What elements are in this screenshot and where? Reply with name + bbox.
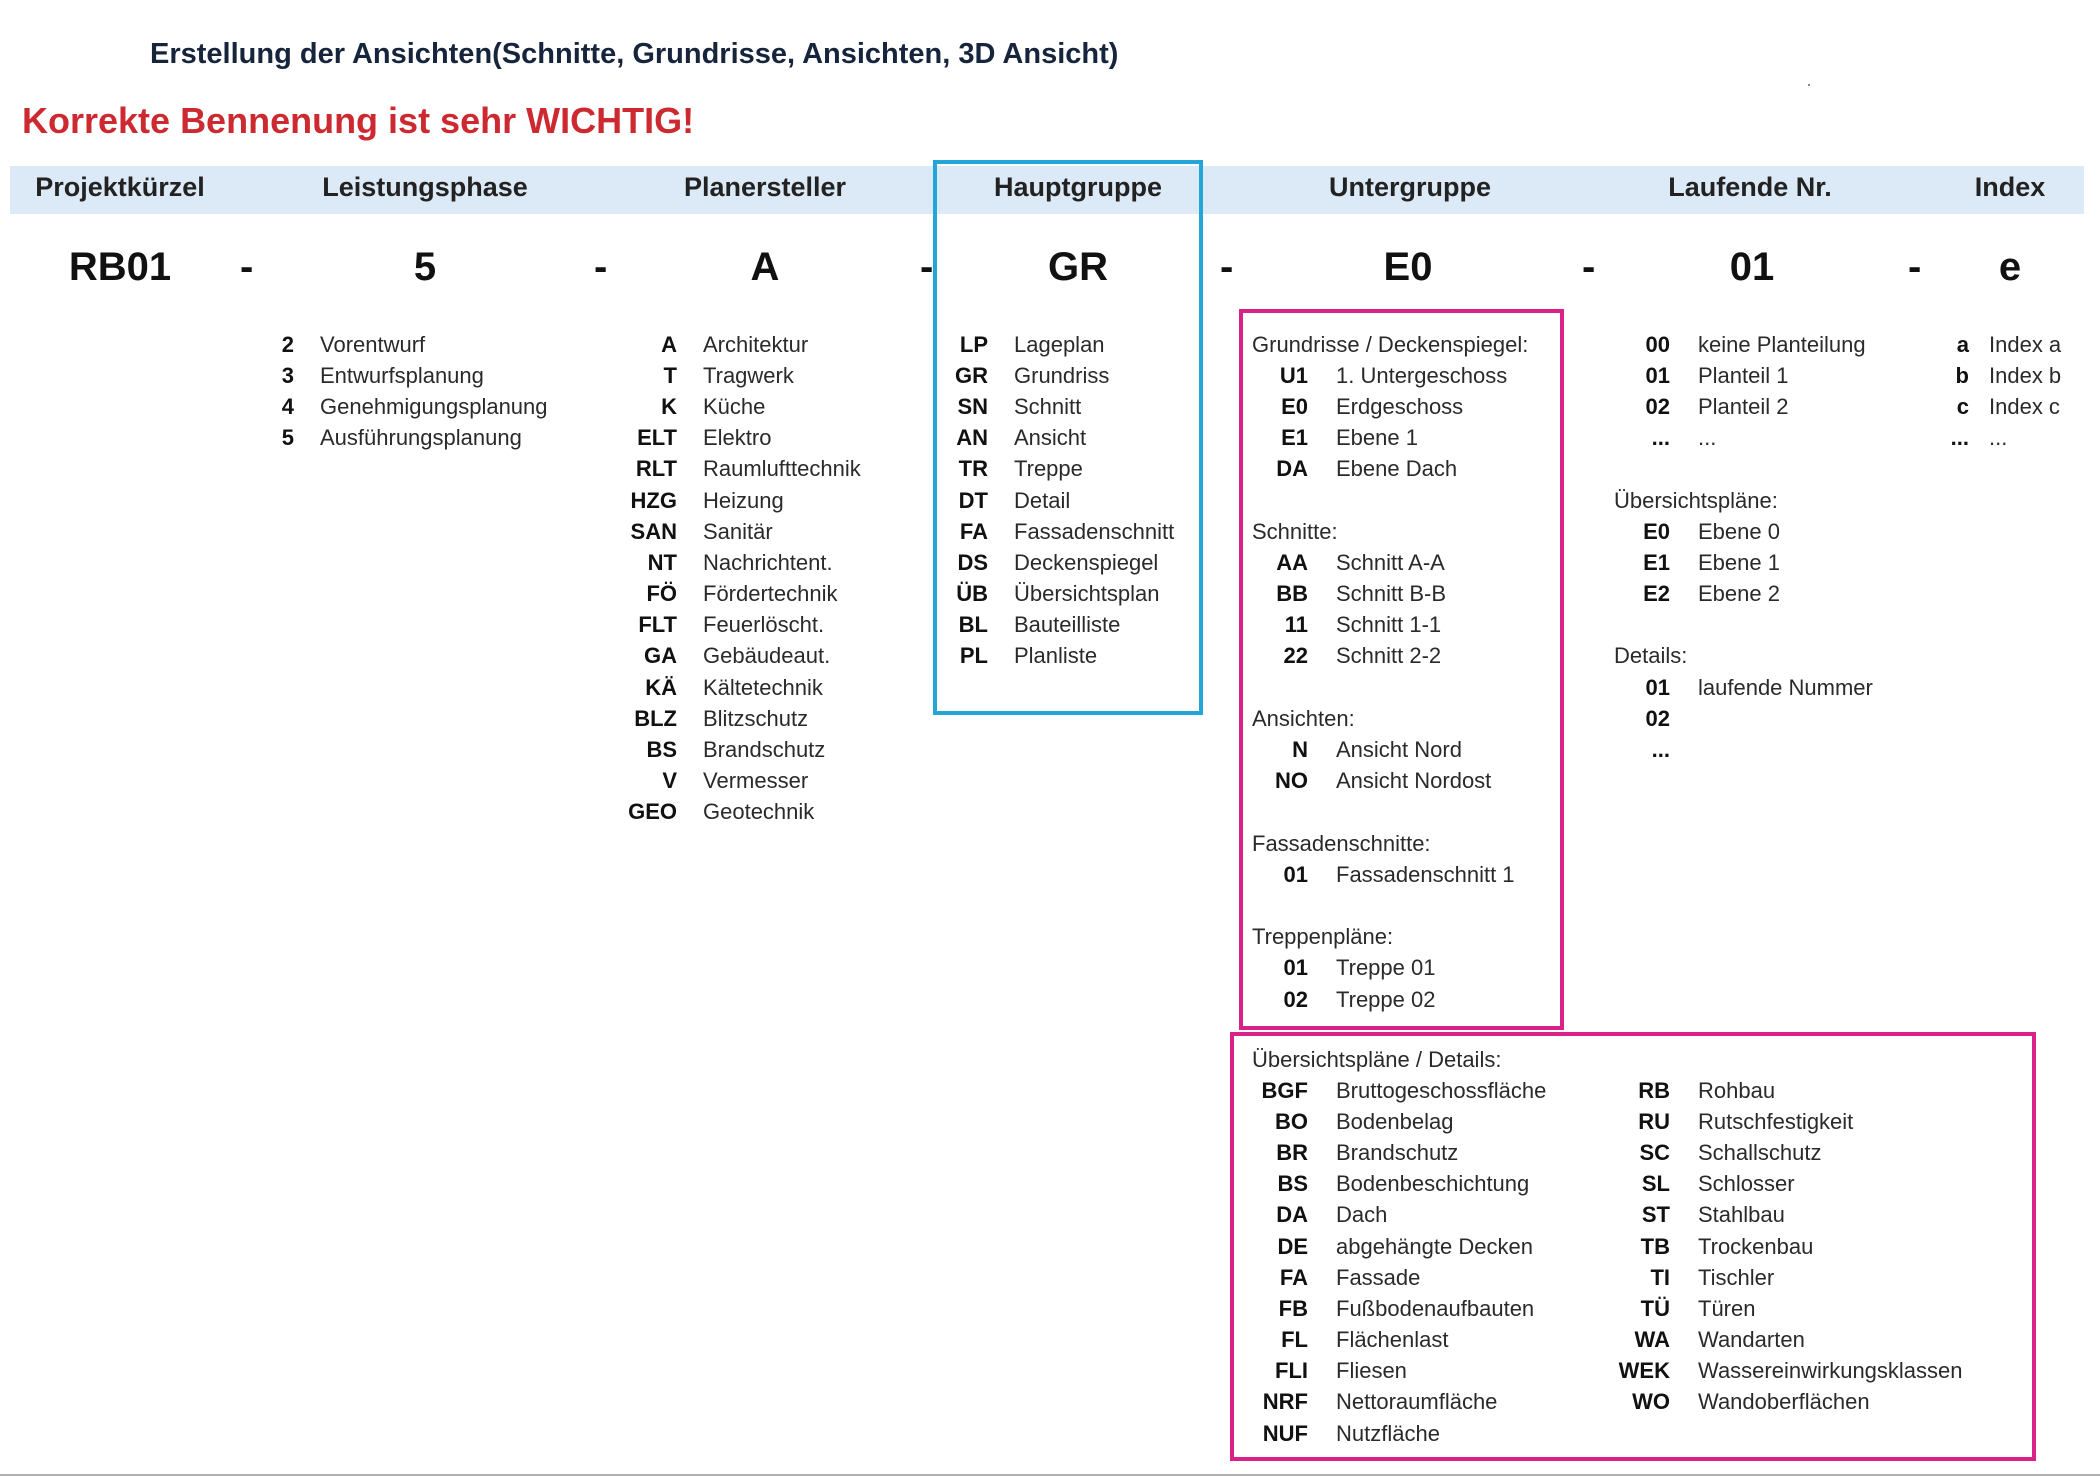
laufende-nr-list: [1614, 329, 1873, 766]
section-label: Ansichten:: [1252, 705, 1355, 731]
code-hauptgruppe: GR: [1048, 245, 1108, 289]
list-item: WEK Wassereinwirkungsklassen: [1618, 1358, 1963, 1384]
list-item: 02 Planteil 2: [1645, 393, 1789, 419]
list-item: BS Brandschutz: [646, 737, 826, 763]
list-item: V Vermesser: [662, 768, 809, 794]
header-planersteller: Planersteller: [683, 172, 847, 202]
details-box-label: Übersichtspläne / Details:: [1252, 1046, 1502, 1072]
list-item: E2 Ebene 2: [1643, 581, 1780, 607]
section-label: Treppenpläne:: [1252, 924, 1394, 950]
code-laufende-nr: 01: [1729, 245, 1775, 289]
list-item: 22 Schnitt 2-2: [1283, 643, 1442, 669]
list-item: SN Schnitt: [957, 393, 1082, 419]
list-item: 4 Genehmigungsplanung: [281, 393, 548, 419]
list-item: GEO Geotechnik: [628, 799, 815, 825]
list-item: E1 Ebene 1: [1643, 549, 1780, 575]
list-item: T Tragwerk: [663, 362, 794, 388]
list-item: BLZ Blitzschutz: [634, 705, 809, 731]
planersteller-list: [615, 329, 861, 828]
code-untergruppe: E0: [1383, 245, 1433, 289]
list-item: FA Fassadenschnitt: [959, 518, 1175, 544]
list-item: U1 1. Untergeschoss: [1279, 362, 1508, 388]
code-projektkuerzel: RB01: [68, 245, 172, 289]
list-item: ST Stahlbau: [1641, 1202, 1785, 1228]
section-label: Übersichtspläne:: [1614, 487, 1778, 513]
details-list-right: [1614, 1075, 1963, 1418]
section-label: Schnitte:: [1252, 518, 1338, 544]
list-item: DT Detail: [958, 487, 1071, 513]
section-label: Grundrisse / Deckenspiegel:: [1252, 331, 1529, 357]
list-item: SAN Sanitär: [630, 518, 773, 544]
list-item: FB Fußbodenaufbauten: [1278, 1295, 1535, 1321]
list-item: TR Treppe: [958, 456, 1083, 482]
header-index: Index: [1974, 172, 2046, 202]
list-item: b Index b: [1955, 362, 2062, 388]
section-label: Details:: [1614, 643, 1688, 669]
header-projektkuerzel: Projektkürzel: [35, 172, 205, 202]
stray-dot: [1808, 84, 1810, 86]
list-item: BR Brandschutz: [1276, 1139, 1459, 1165]
list-item: 02: [1645, 705, 1670, 731]
list-item: DA Ebene Dach: [1276, 456, 1458, 482]
list-item: SL Schlosser: [1641, 1171, 1795, 1197]
list-item: GR Grundriss: [955, 362, 1110, 388]
details-list-left: [1252, 1075, 1546, 1449]
separator: -: [240, 245, 254, 289]
leistungsphase-list: [260, 329, 548, 454]
separator: -: [594, 245, 608, 289]
spacer: [1252, 485, 1528, 516]
list-item: FLI Fliesen: [1275, 1358, 1407, 1384]
list-item: ELT Elektro: [637, 425, 772, 451]
code-planersteller: A: [750, 245, 780, 289]
list-item: BS Bodenbeschichtung: [1277, 1171, 1530, 1197]
list-item: A Architektur: [661, 331, 809, 357]
naming-warning: Korrekte Bennenung ist sehr WICHTIG!: [22, 100, 695, 141]
list-item: 11 Schnitt 1-1: [1284, 612, 1442, 638]
list-item: c Index c: [1956, 393, 2060, 419]
list-item: NT Nachrichtent.: [647, 549, 833, 575]
list-item: PL Planliste: [959, 643, 1098, 669]
list-item: 2 Vorentwurf: [281, 331, 426, 357]
list-item: 01 Treppe 01: [1283, 955, 1436, 981]
spacer: [1252, 672, 1528, 703]
list-item: E0 Erdgeschoss: [1281, 393, 1464, 419]
separator: -: [1220, 245, 1234, 289]
list-item: WO Wandoberflächen: [1632, 1389, 1870, 1415]
list-item: ...: [1651, 737, 1670, 763]
spacer: [1252, 890, 1528, 921]
list-item: FLT Feuerlöscht.: [638, 612, 825, 638]
list-item: BO Bodenbelag: [1275, 1108, 1454, 1134]
list-item: NO Ansicht Nordost: [1275, 768, 1492, 794]
list-item: K Küche: [661, 393, 766, 419]
list-item: ... ...: [1950, 425, 2008, 451]
header-hauptgruppe: Hauptgruppe: [994, 172, 1162, 202]
spacer: [1614, 454, 1873, 485]
list-item: FA Fassade: [1279, 1264, 1421, 1290]
list-item: LP Lageplan: [959, 331, 1105, 357]
list-item: ÜB Übersichtsplan: [956, 581, 1160, 607]
list-item: DA Dach: [1276, 1202, 1388, 1228]
spacer: [1614, 610, 1873, 641]
list-item: DS Deckenspiegel: [957, 549, 1159, 575]
header-leistungsphase: Leistungsphase: [322, 172, 528, 202]
list-item: TÜ Türen: [1640, 1295, 1756, 1321]
spacer: [1252, 797, 1528, 828]
separator: -: [1908, 245, 1922, 289]
list-item: 01 Fassadenschnitt 1: [1283, 861, 1515, 887]
list-item: BGF Bruttogeschossfläche: [1261, 1077, 1547, 1103]
list-item: AA Schnitt A-A: [1276, 549, 1445, 575]
list-item: TI Tischler: [1650, 1264, 1775, 1290]
list-item: NUF Nutzfläche: [1262, 1420, 1440, 1446]
list-item: RB Rohbau: [1638, 1077, 1776, 1103]
separator: -: [920, 245, 934, 289]
section-label: Fassadenschnitte:: [1252, 830, 1431, 856]
list-item: 01 laufende Nummer: [1645, 674, 1873, 700]
page-title: Erstellung der Ansichten(Schnitte, Grundrisse, Ansichten, 3D Ansicht): [150, 38, 1119, 70]
list-item: ... ...: [1651, 425, 1717, 451]
list-item: HZG Heizung: [630, 487, 784, 513]
list-item: 00 keine Planteilung: [1645, 331, 1866, 357]
list-item: a Index a: [1956, 331, 2062, 357]
list-item: E0 Ebene 0: [1643, 518, 1780, 544]
list-item: SC Schallschutz: [1639, 1139, 1822, 1165]
list-item: FÖ Fördertechnik: [646, 581, 838, 607]
list-item: 01 Planteil 1: [1645, 362, 1789, 388]
list-item: KÄ Kältetechnik: [645, 674, 823, 700]
list-item: N Ansicht Nord: [1292, 737, 1462, 763]
list-item: 5 Ausführungsplanung: [281, 425, 522, 451]
list-item: BB Schnitt B-B: [1276, 581, 1447, 607]
code-index: e: [1998, 245, 2022, 289]
list-item: 3 Entwurfsplanung: [281, 362, 484, 388]
list-item: TB Trockenbau: [1640, 1233, 1814, 1259]
index-list: [1945, 329, 2061, 454]
header-untergruppe: Untergruppe: [1329, 172, 1491, 202]
list-item: BL Bauteilliste: [958, 612, 1121, 638]
list-item: FL Flächenlast: [1281, 1327, 1449, 1353]
hauptgruppe-list: [948, 329, 1174, 672]
list-item: RLT Raumlufttechnik: [635, 456, 861, 482]
list-item: E1 Ebene 1: [1281, 425, 1418, 451]
list-item: GA Gebäudeaut.: [644, 643, 831, 669]
untergruppe-list: [1252, 329, 1528, 1015]
code-leistungsphase: 5: [413, 245, 437, 289]
list-item: WA Wandarten: [1634, 1327, 1805, 1353]
list-item: RU Rutschfestigkeit: [1638, 1108, 1854, 1134]
header-laufende-nr: Laufende Nr.: [1668, 172, 1832, 202]
bottom-divider: [0, 1474, 2100, 1476]
list-item: AN Ansicht: [956, 425, 1087, 451]
list-item: 02 Treppe 02: [1283, 986, 1436, 1012]
list-item: NRF Nettoraumfläche: [1262, 1389, 1498, 1415]
list-item: DE abgehängte Decken: [1277, 1233, 1533, 1259]
separator: -: [1582, 245, 1596, 289]
